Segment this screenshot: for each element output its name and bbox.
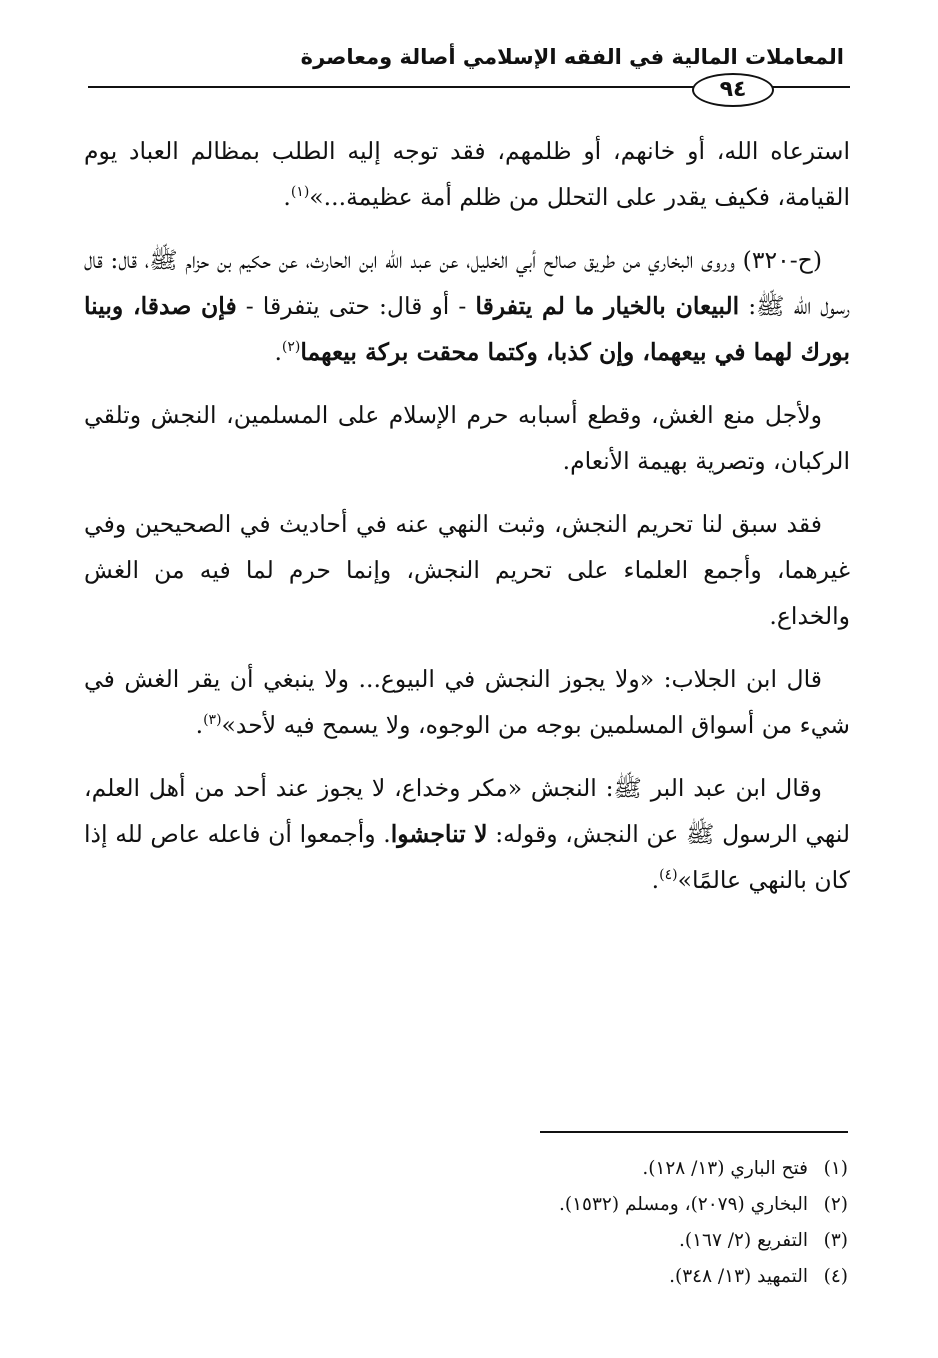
paragraph-2-text-a: (ح-٣٢٠) وروى البخاري من طريق صالح أبي الخليل، عن عبد الله ابن الحارث، عن حكيم بن حزام ﷺ، قال: قال رسول الله ﷺ: xyxy=(84,246,850,320)
page-number: ٩٤ xyxy=(692,73,774,107)
paragraph-2-text-b: - أو قال: حتى يتفرقا - xyxy=(236,292,476,320)
hadith-bold-a: البيعان بالخيار ما لم يتفرقا xyxy=(475,292,740,320)
footnotes xyxy=(300,1151,848,1295)
paragraph-6-end: . xyxy=(651,866,660,894)
paragraph-3 xyxy=(84,392,850,484)
paragraph-2 xyxy=(84,237,850,375)
footnote-ref-1: (١) xyxy=(290,184,310,201)
running-title: المعاملات المالية في الفقه الإسلامي أصالة ومعاصرة xyxy=(300,45,844,69)
paragraph-6-text-a: وقال ابن عبد البر ﷺ: النجش «مكر وخداع، لا يجوز عند أحد من أهل العلم، لنهي الرسول ﷺ عن النجش، وقوله: xyxy=(84,774,850,848)
footnote-number: (٢) xyxy=(823,1194,848,1215)
hadith-bold-c: لا تناجشوا xyxy=(390,820,488,848)
footnote-text: التمهيد (١٣/ ٣٤٨). xyxy=(669,1266,808,1287)
footnote-text: التفريع (٢/ ١٦٧). xyxy=(678,1230,808,1251)
footnote-1 xyxy=(300,1151,848,1187)
footnote-ref-3: (٣) xyxy=(203,712,222,729)
paragraph-1-end: . xyxy=(283,183,291,211)
footnote-separator xyxy=(540,1131,848,1133)
footnote-text: فتح الباري (١٣/ ١٢٨). xyxy=(642,1158,808,1179)
paragraph-6-text-b: . وأجمعوا أن فاعله عاص لله إذا كان بالنهي عالمًا» xyxy=(84,820,850,894)
paragraph-1-text: استرعاه الله، أو خانهم، أو ظلمهم، فقد توجه إليه الطلب بمظالم العباد يوم القيامة، فكيف يقدر على التحلل من ظلم أمة عظيمة...» xyxy=(84,137,850,211)
footnote-3 xyxy=(300,1223,848,1259)
paragraph-5 xyxy=(84,656,850,748)
page-header xyxy=(88,30,850,115)
footnote-ref-4: (٤) xyxy=(659,867,678,884)
main-text xyxy=(84,128,850,920)
paragraph-5-text: قال ابن الجلاب: «ولا يجوز النجش في البيوع... ولا ينبغي أن يقر الغش في شيء من أسواق المسلمين بوجه من الوجوه، ولا يسمح فيه لأحد» xyxy=(84,665,850,739)
footnote-number: (١) xyxy=(823,1158,848,1179)
footnote-4 xyxy=(300,1259,848,1295)
paragraph-3-text: ولأجل منع الغش، وقطع أسبابه حرم الإسلام على المسلمين، النجش وتلقي الركبان، وتصرية بهيمة الأنعام. xyxy=(84,401,850,475)
footnote-ref-2: (٢) xyxy=(281,339,301,356)
paragraph-5-end: . xyxy=(195,711,204,739)
footnote-number: (٤) xyxy=(823,1266,848,1287)
footnote-number: (٣) xyxy=(823,1230,848,1251)
paragraph-4 xyxy=(84,501,850,639)
paragraph-2-end: . xyxy=(274,338,282,366)
paragraph-4-text: فقد سبق لنا تحريم النجش، وثبت النهي عنه في أحاديث في الصحيحين وفي غيرهما، وأجمع العلماء على تحريم النجش، وإنما حرم لما فيه من الغش والخداع. xyxy=(84,510,850,630)
footnote-text: البخاري (٢٠٧٩)، ومسلم (١٥٣٢). xyxy=(558,1194,808,1215)
footnote-2 xyxy=(300,1187,848,1223)
paragraph-1 xyxy=(84,128,850,220)
paragraph-6 xyxy=(84,765,850,903)
hadith-bold-b: فإن صدقا، وبينا بورك لهما في بيعهما، وإن كذبا، وكتما محقت بركة بيعهما xyxy=(84,292,850,366)
